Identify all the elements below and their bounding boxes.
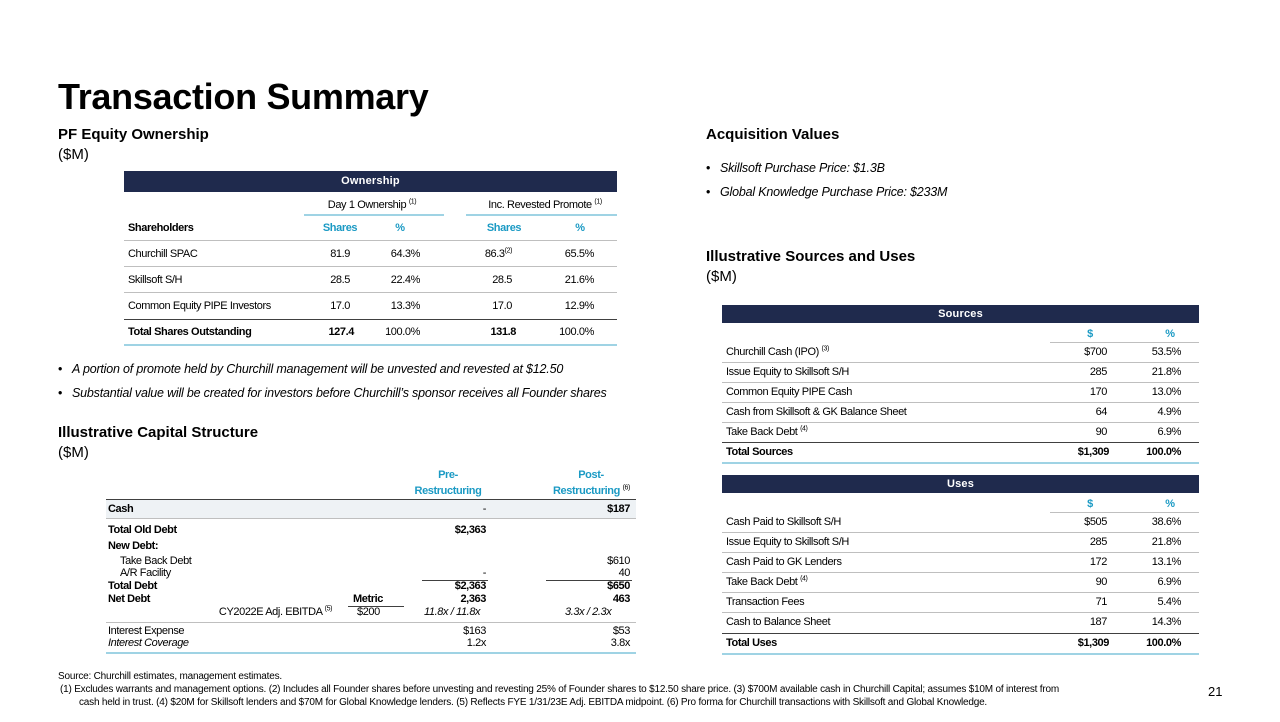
ownership-unit: ($M) <box>58 146 89 163</box>
ebitda-row: CY2022E Adj. EBITDA $^{(5)}$ <box>218 605 332 618</box>
col-pct: % <box>1165 498 1175 510</box>
footnote-line: cash held in trust. (4) $20M for Skillsoft lenders and $70M for Global Knowledge lenders. (5) Reflects FYE 1/31/23E Adj. EBITDA midpoint. (6) Pro forma for Churchill transactions with Skillsoft and Global Knowledge. <box>79 697 988 708</box>
col-post-restructuring: Post- <box>578 469 604 481</box>
col-dollar: $ <box>1087 498 1093 510</box>
ownership-bullet: • Substantial value will be created for investors before Churchill’s sponsor receives all Founder shares <box>58 386 607 400</box>
ownership-table-title: Ownership <box>124 171 617 192</box>
col-pct-1: % <box>395 222 405 234</box>
ownership-bullet: • A portion of promote held by Churchill management will be unvested and revested at $12.50 <box>58 362 564 376</box>
col-shareholders: Shareholders <box>128 222 194 234</box>
interest-coverage-row: Interest Coverage <box>108 637 189 649</box>
col-shares-2: Shares <box>486 222 522 234</box>
page-title: Transaction Summary <box>58 76 429 117</box>
day1-group-header: Day 1 Ownership $^{(1)}$ <box>327 198 417 211</box>
sources-table-title: Sources <box>722 305 1199 323</box>
col-dollar: $ <box>1087 328 1093 340</box>
capital-heading: Illustrative Capital Structure <box>58 424 259 441</box>
uses-table-title: Uses <box>722 475 1199 493</box>
interest-expense-row: Interest Expense <box>108 625 185 637</box>
sources-uses-heading: Illustrative Sources and Uses <box>706 248 916 265</box>
metric-header: Metric <box>353 593 383 605</box>
col-shares-1: Shares <box>322 222 358 234</box>
old-debt-row: Total Old Debt <box>108 524 177 536</box>
col-pre-restructuring: Pre- <box>438 469 458 481</box>
acquisition-bullet: • Global Knowledge Purchase Price: $233M <box>706 185 948 199</box>
revested-group-header: Inc. Revested Promote $^{(1)}$ <box>488 198 602 211</box>
footnote-line: (1) Excludes warrants and management options. (2) Includes all Founder shares before unvesting and revesting 25% of Founder shares to $12.50 share price. (3) $700M available cash in Churchill Capital; assumes $10M of interest from <box>60 684 1059 695</box>
take-back-row: Take Back Debt <box>120 555 192 567</box>
ar-facility-row: A/R Facility <box>120 567 171 579</box>
acquisition-bullet: • Skillsoft Purchase Price: $1.3B <box>706 161 885 175</box>
col-pct-2: % <box>575 222 585 234</box>
page-number: 21 <box>1208 684 1223 699</box>
sources-uses-unit: ($M) <box>706 268 737 285</box>
cash-row: Cash <box>108 503 134 515</box>
capital-unit: ($M) <box>58 444 89 461</box>
ownership-heading: PF Equity Ownership <box>58 126 209 143</box>
acquisition-heading: Acquisition Values <box>706 126 840 143</box>
total-debt-row: Total Debt <box>108 580 157 592</box>
footnote-source: Source: Churchill estimates, management estimates. <box>58 671 282 682</box>
net-debt-row: Net Debt <box>108 593 151 605</box>
col-pct: % <box>1165 328 1175 340</box>
new-debt-row: New Debt: <box>108 540 159 552</box>
